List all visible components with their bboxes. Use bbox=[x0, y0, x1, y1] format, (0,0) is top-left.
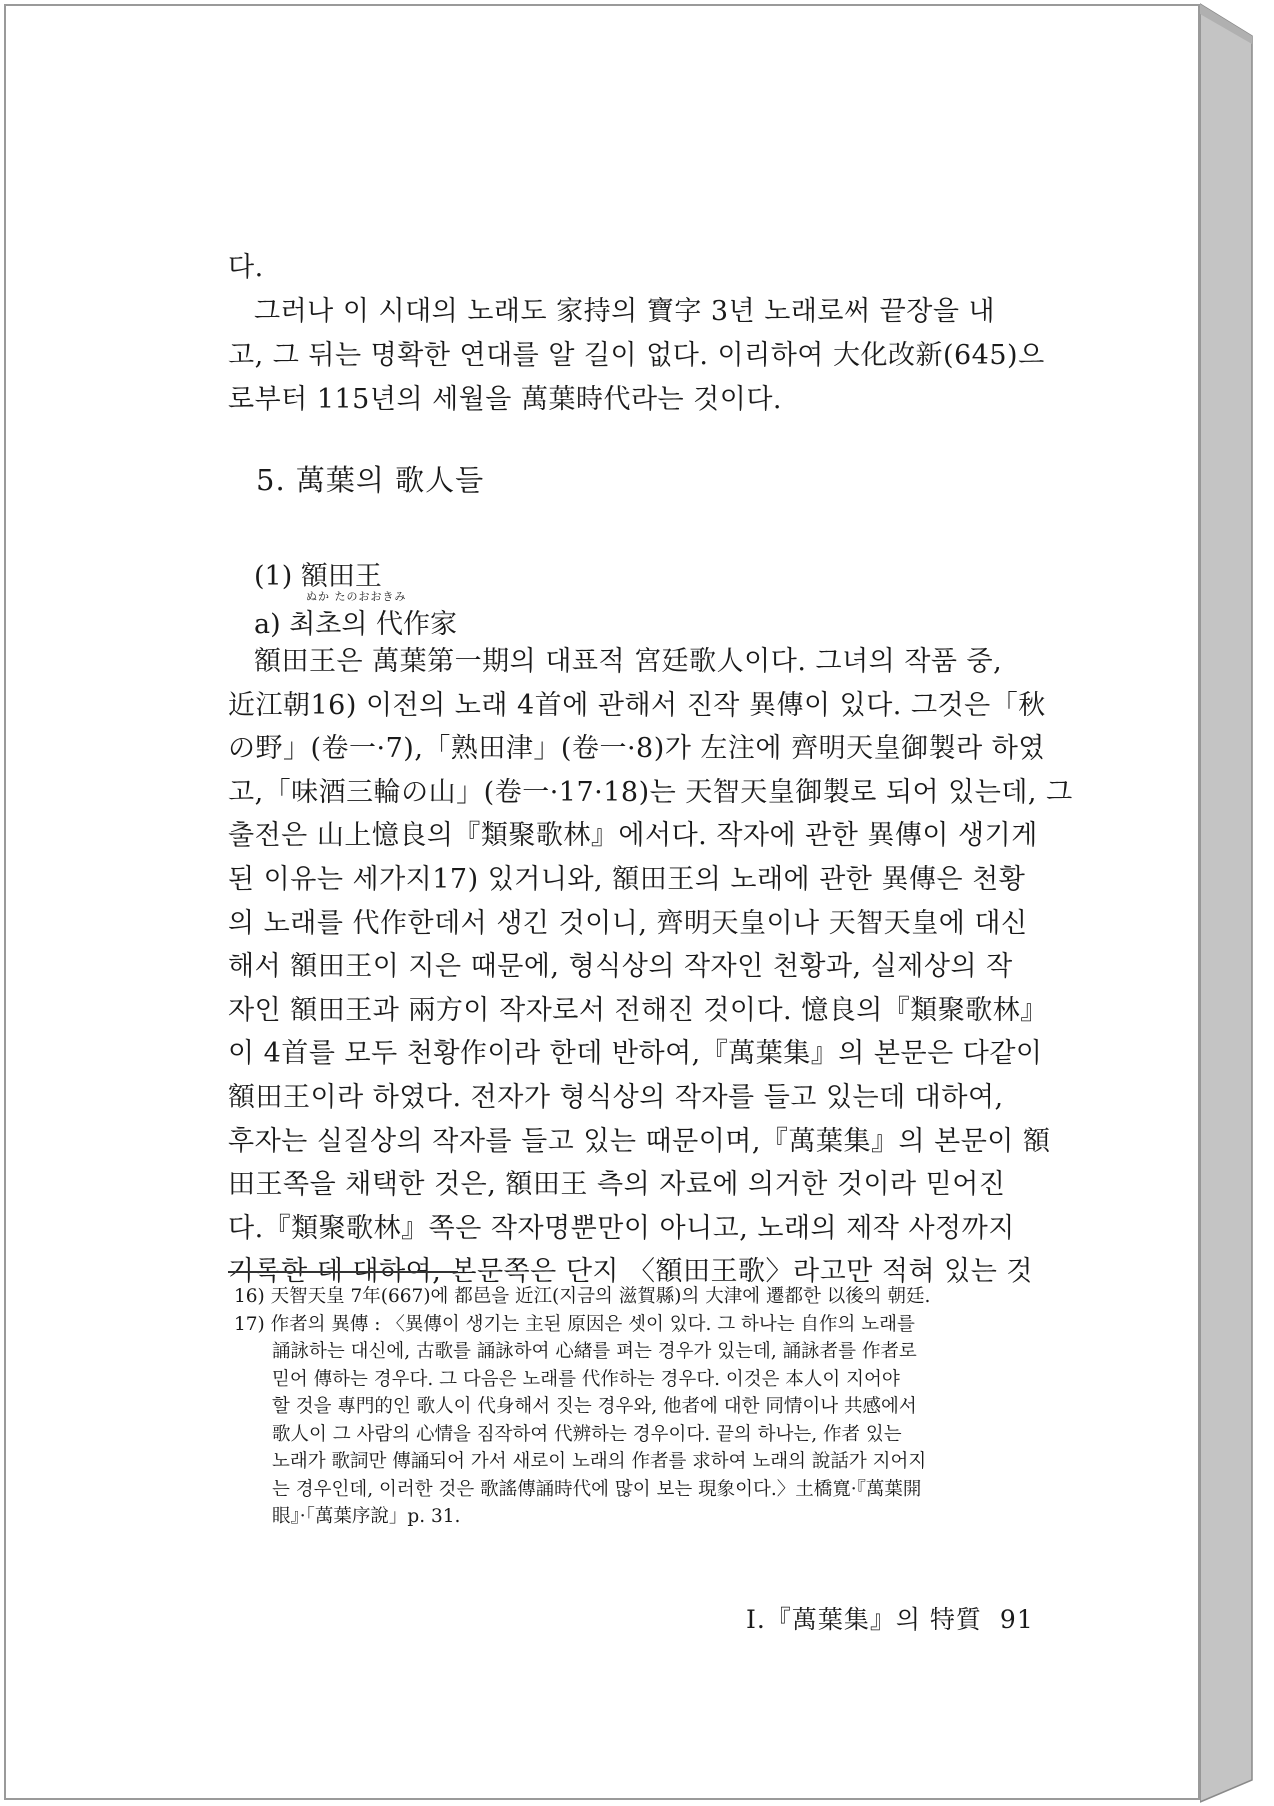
text-line: 田王쪽을 채택한 것은, 額田王 측의 자료에 의거한 것이라 믿어진 bbox=[228, 1169, 1006, 1201]
book-edge bbox=[1200, 0, 1270, 1806]
footnote-line: 할 것을 專門的인 歌人이 代身해서 짓는 경우와, 他者에 대한 同情이나 共感에서 bbox=[272, 1396, 917, 1417]
body-paragraph bbox=[228, 640, 1073, 1294]
footnote-line: 믿어 傳하는 경우다. 그 다음은 노래를 代作하는 경우다. 이것은 本人이 지어야 bbox=[272, 1368, 900, 1390]
text-line: 의 노래를 代作한데서 생긴 것이니, 齊明天皇이나 天智天皇에 대신 bbox=[228, 907, 1028, 939]
section-heading: 5. 萬葉의 歌人들 bbox=[256, 463, 485, 497]
footer-label: I.『萬葉集』의 特質 bbox=[746, 1605, 982, 1634]
page-number: 91 bbox=[999, 1605, 1034, 1634]
text-line: 해서 額田王이 지은 때문에, 형식상의 작자인 천황과, 실제상의 작 bbox=[228, 951, 1013, 983]
footnote-line: 歌人이 그 사람의 心情을 짐작하여 代辨하는 경우이다. 끝의 하나는, 作者 있는 bbox=[272, 1423, 902, 1445]
text-line: 다.『類聚歌林』쪽은 작자명뿐만이 아니고, 노래의 제작 사정까지 bbox=[228, 1212, 1015, 1244]
footnote-line: 17) 作者의 異傳 : 〈異傳이 생기는 主된 原因은 셋이 있다. 그 하나는 自作의 노래를 bbox=[234, 1313, 915, 1335]
footnote-line: 노래가 歌詞만 傳誦되어 가서 새로이 노래의 作者를 求하여 노래의 說話가 지어지 bbox=[272, 1451, 927, 1472]
text-line: 후자는 실질상의 작자를 들고 있는 때문이며,『萬葉集』의 본문이 額 bbox=[228, 1125, 1051, 1157]
text-line: 다. bbox=[228, 252, 264, 283]
opening-paragraph bbox=[228, 246, 1048, 422]
text-line: 額田王이라 하였다. 전자가 형식상의 작자를 들고 있는데 대하여, bbox=[228, 1081, 1004, 1113]
ruby-reading: ぬか たのおおきみ bbox=[306, 590, 407, 603]
footnote-rule bbox=[228, 1271, 458, 1273]
running-footer bbox=[746, 1600, 1034, 1636]
sub-subsection-heading: a) 최초의 代作家 bbox=[254, 609, 458, 640]
text-line: 이 4首를 모두 천황作이라 한데 반하여,『萬葉集』의 본문은 다같이 bbox=[228, 1038, 1043, 1070]
book-page bbox=[4, 4, 1200, 1800]
footnote-line: 16) 天智天皇 7年(667)에 都邑을 近江(지금의 滋賀縣)의 大津에 遷都한 以後의 朝廷. bbox=[234, 1286, 931, 1307]
footnote-line: 誦詠하는 대신에, 古歌를 誦詠하여 心緖를 펴는 경우가 있는데, 誦詠者를 作者로 bbox=[272, 1341, 917, 1362]
text-line: 로부터 115년의 세월을 萬葉時代라는 것이다. bbox=[228, 384, 783, 415]
text-line: 고,「味酒三輪の山」(卷一·17·18)는 天智天皇御製로 되어 있는데, 그 bbox=[228, 776, 1073, 808]
subsection-heading: (1) 額田王 bbox=[254, 561, 382, 592]
footnote-line: 는 경우인데, 이러한 것은 歌謠傳誦時代에 많이 보는 現象이다.〉土橋寬·『萬葉開 bbox=[272, 1478, 922, 1500]
text-line: 고, 그 뒤는 명확한 연대를 알 길이 없다. 이리하여 大化改新(645)으 bbox=[228, 340, 1045, 371]
text-line: の野」(卷一·7),「熟田津」(卷一·8)가 左注에 齊明天皇御製라 하였 bbox=[228, 733, 1045, 765]
text-line: 자인 額田王과 兩方이 작자로서 전해진 것이다. 憶良의『類聚歌林』 bbox=[228, 994, 1048, 1026]
footnote-line: 眼』·「萬葉序說」p. 31. bbox=[272, 1506, 461, 1527]
text-line: 기록한 데 대하여, 본문쪽은 단지 〈額田王歌〉라고만 적혀 있는 것 bbox=[228, 1256, 1033, 1288]
text-line: 그러나 이 시대의 노래도 家持의 寶字 3년 노래로써 끝장을 내 bbox=[254, 296, 996, 327]
footnotes bbox=[234, 1283, 1054, 1531]
text-line: 된 이유는 세가지17) 있거니와, 額田王의 노래에 관한 異傳은 천황 bbox=[228, 863, 1026, 895]
text-line: 近江朝16) 이전의 노래 4首에 관해서 진작 異傳이 있다. 그것은「秋 bbox=[228, 689, 1046, 721]
text-line: 額田王은 萬葉第一期의 대표적 宮廷歌人이다. 그녀의 작품 중, bbox=[254, 646, 1003, 677]
text-line: 출전은 山上憶良의『類聚歌林』에서다. 작자에 관한 異傳이 생기게 bbox=[228, 820, 1038, 852]
